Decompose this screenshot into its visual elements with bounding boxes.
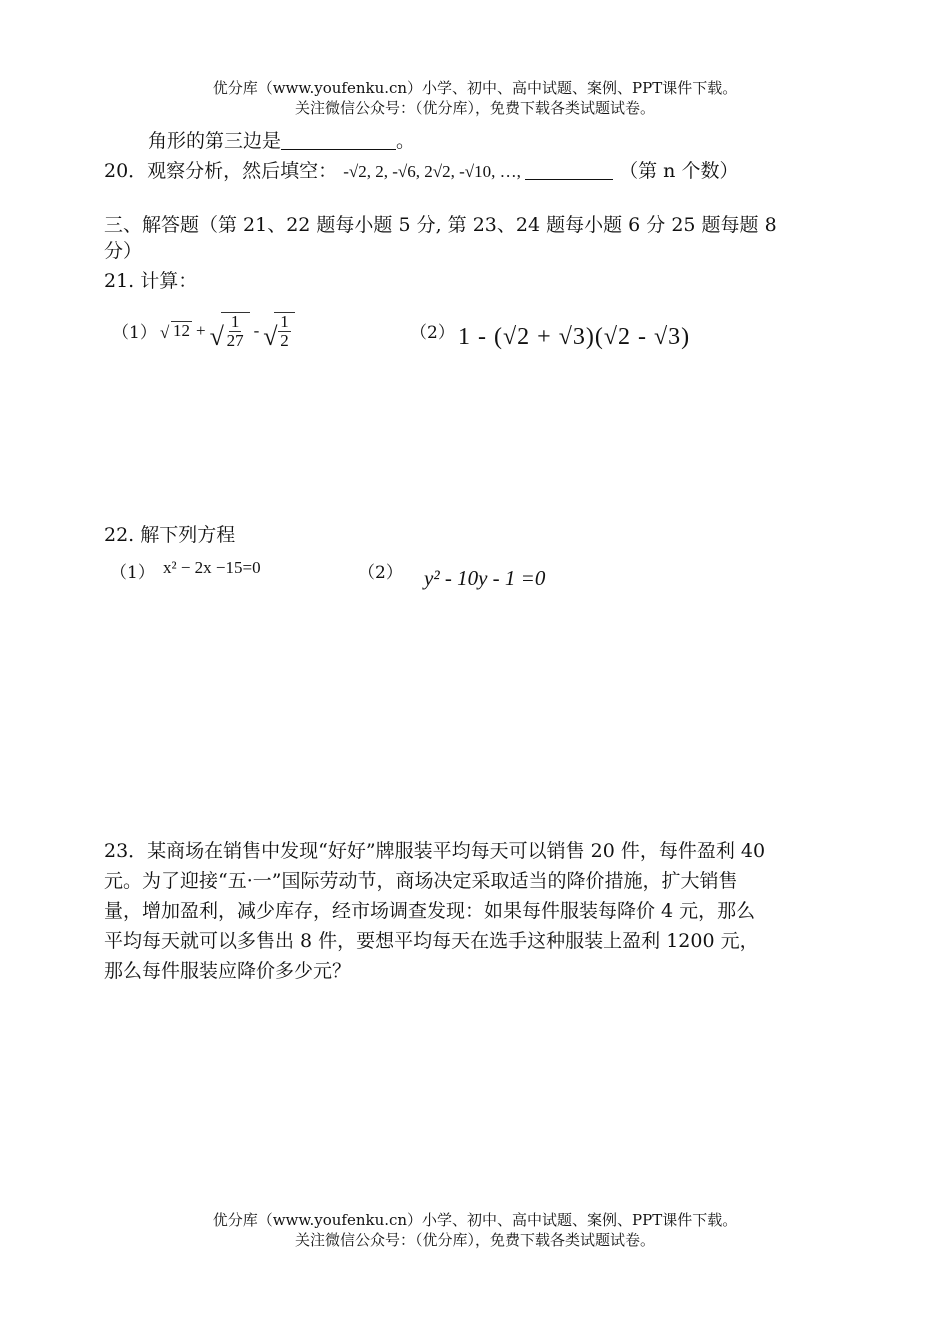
footer-line-2: 关注微信公众号：（优分库），免费下载各类试题试卷。 [294, 1231, 655, 1249]
q21-part1-label: （1） [112, 323, 157, 343]
q19-end: 。 [396, 130, 416, 152]
q23-line-4: 平均每天就可以多售出 8 件，要想平均每天在选手这种服装上盈利 1200 元， [104, 930, 759, 952]
q21-part1-expression: √ 12 + √ $\frac{1}{27}$ - √ $\frac{1}{2}$ [160, 312, 295, 350]
q21-part2-label: （2） [410, 323, 455, 343]
radical-12: √ 12 [160, 320, 190, 342]
seq-term-2: 2 [375, 162, 384, 181]
q20-label: 20．观察分析，然后填空： [104, 160, 338, 182]
seq-term-5: -√10 [459, 162, 492, 181]
q20-sequence: -√2, 2, -√6, 2√2, -√10, …, [343, 162, 526, 181]
section3-heading-cont: 分） [104, 240, 143, 262]
q22-title: 22. 解下列方程 [104, 524, 236, 546]
q22-part2-equation: y² - 10y - 1 =0 [424, 566, 546, 590]
q22-part1-equation: x² − 2x −15=0 [163, 558, 261, 577]
q21-title: 21. 计算： [104, 270, 198, 292]
q23-line-5: 那么每件服装应降价多少元？ [104, 960, 352, 982]
seq-term-4: 2√2 [424, 162, 451, 181]
section3-heading: 三、解答题（第 21、22 题每小题 5 分, 第 23、24 题每小题 6 分 25 题每题 8 [104, 214, 777, 236]
q21-part2-expression: 1 - (√2 + √3)(√2 - √3) [458, 324, 691, 350]
q23 [104, 836, 765, 986]
q20-note: （第 n 个数） [619, 160, 739, 182]
seq-ellipsis: … [499, 162, 517, 181]
q22-part1-label: （1） [110, 563, 155, 583]
q19-tail [148, 128, 415, 154]
q23-line-1: 23．某商场在销售中发现“好好”牌服装平均每天可以销售 20 件，每件盈利 40 [104, 840, 766, 862]
q23-line-3: 量，增加盈利，减少库存，经市场调查发现：如果每件服装每降价 4 元，那么 [104, 900, 756, 922]
header-line-1: 优分库（www.youfenku.cn）小学、初中、高中试题、案例、PPT课件下载。 [212, 79, 738, 97]
q22-part2-label: （2） [358, 563, 403, 583]
q20-answer-blank[interactable] [525, 159, 613, 180]
header-line-2: 关注微信公众号：（优分库），免费下载各类试题试卷。 [294, 99, 655, 117]
q23-line-2: 元。为了迎接“五·一”国际劳动节，商场决定采取适当的降价措施，扩大销售 [104, 870, 738, 892]
footer-line-1: 优分库（www.youfenku.cn）小学、初中、高中试题、案例、PPT课件下载。 [212, 1211, 738, 1229]
radical-frac-1-2: √ $\frac{1}{2}$ [263, 312, 295, 350]
q19-text: 角形的第三边是 [148, 130, 282, 152]
seq-term-1: -√2 [343, 162, 367, 181]
q19-answer-blank[interactable] [281, 129, 396, 150]
seq-term-3: -√6 [392, 162, 416, 181]
radical-frac-1-27: √ $\frac{1}{27}$ [210, 312, 250, 350]
q20 [104, 158, 738, 185]
